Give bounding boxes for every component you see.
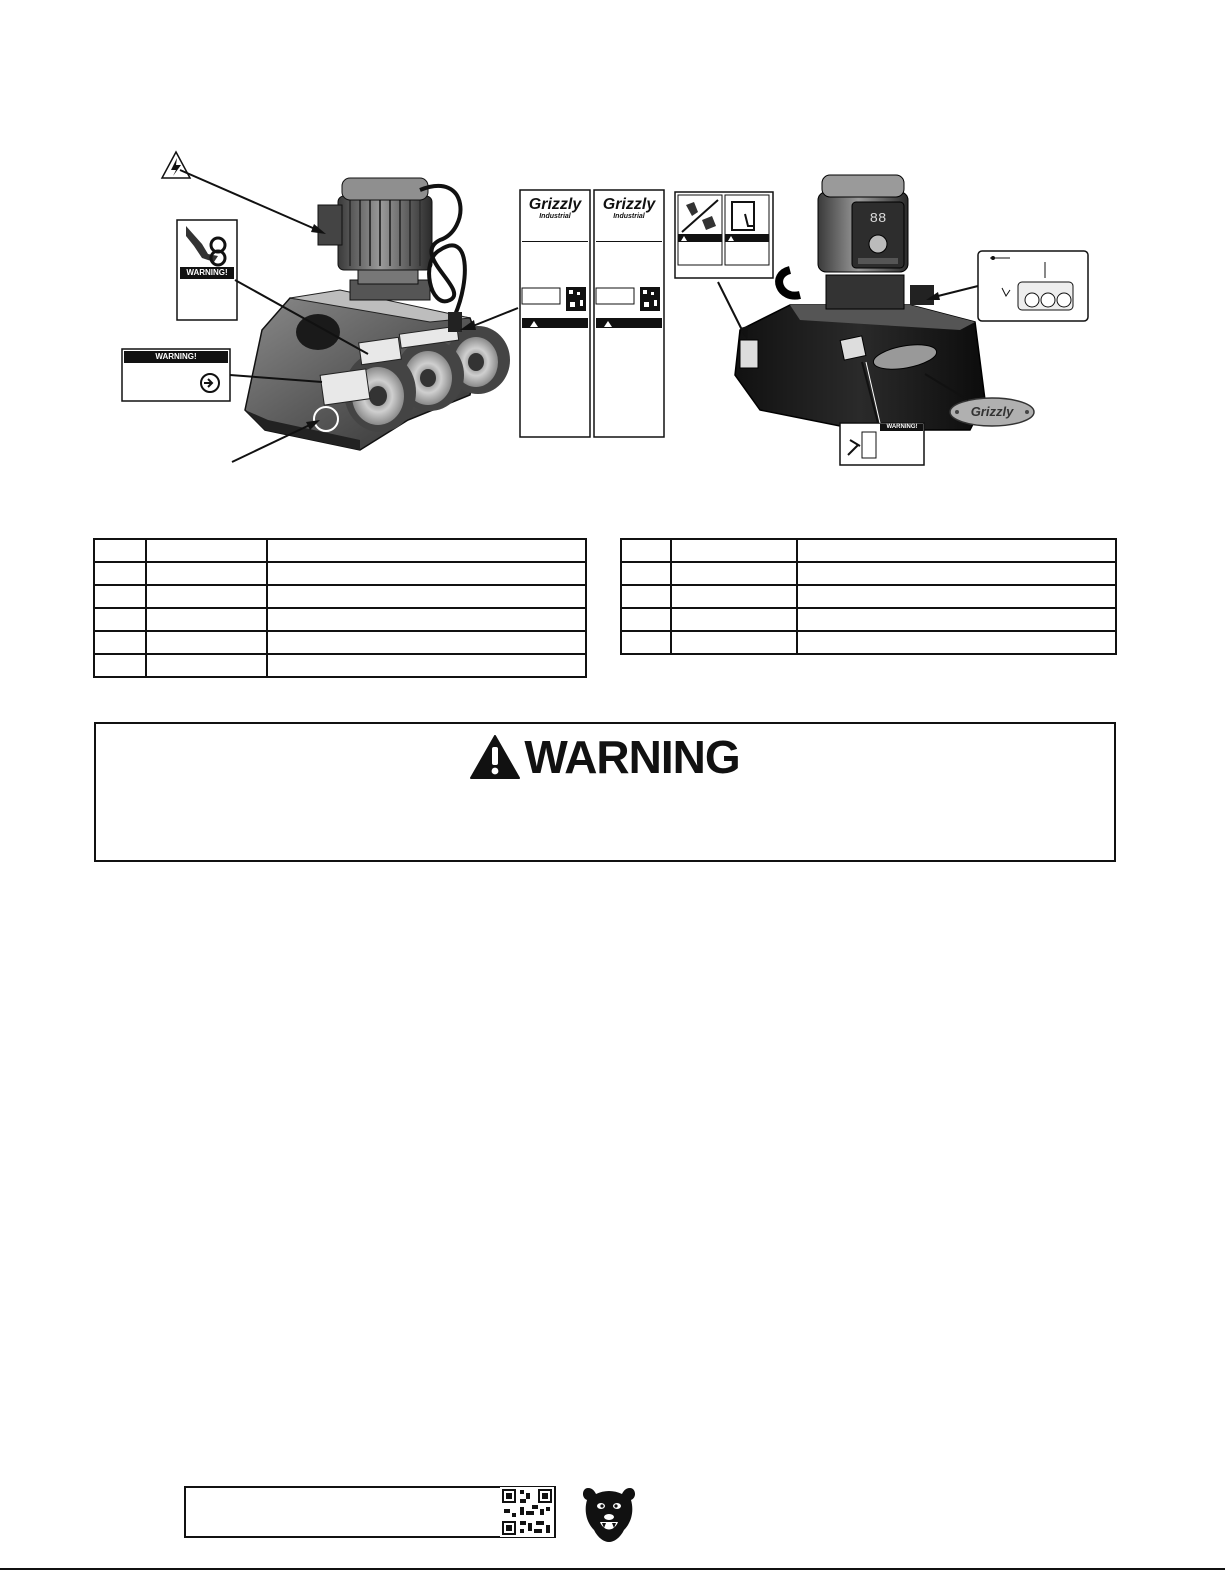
table-cell [94, 608, 146, 631]
electrical-hazard-icon [162, 152, 190, 178]
disconnect-warning-label: WARNING! [155, 352, 197, 361]
table-cell [94, 562, 146, 585]
table-cell [146, 562, 267, 585]
warning-title: WARNING [524, 731, 740, 783]
warning-heading [96, 731, 1114, 783]
table-cell [267, 562, 586, 585]
table-cell [267, 539, 586, 562]
table-cell [267, 585, 586, 608]
table-cell [621, 631, 671, 654]
table-cell [94, 585, 146, 608]
manual-brand-1: Grizzly [528, 196, 582, 213]
bottom-rule [0, 1568, 1225, 1570]
svg-text:88: 88 [869, 211, 887, 227]
table-cell [797, 539, 1116, 562]
table-cell [797, 608, 1116, 631]
table-cell [94, 539, 146, 562]
left-feeder-photo [245, 178, 510, 450]
decal-reference-table-left [93, 538, 587, 678]
entanglement-warning-label: WARNING! [186, 268, 228, 277]
table-row [621, 585, 1116, 608]
machine-illustration [0, 0, 1225, 500]
grizzly-bear-logo [580, 1482, 638, 1544]
manual-brand-sub-1: Industrial [539, 213, 571, 220]
table-row [94, 539, 586, 562]
table-row [621, 608, 1116, 631]
table-cell [94, 654, 146, 677]
table-cell [621, 539, 671, 562]
table-row [94, 562, 586, 585]
table-cell [797, 631, 1116, 654]
table-row [621, 631, 1116, 654]
table-cell [671, 539, 797, 562]
table-cell [621, 562, 671, 585]
manual-brand-2: Grizzly [602, 196, 656, 213]
table-cell [797, 585, 1116, 608]
table-cell [146, 631, 267, 654]
safety-decal-pair [675, 192, 773, 278]
manual-brand-sub-2: Industrial [613, 213, 645, 220]
plug-warning-label: WARNING! [886, 424, 918, 430]
table-cell [94, 631, 146, 654]
table-cell [146, 654, 267, 677]
table-row [94, 608, 586, 631]
table-cell [621, 585, 671, 608]
table-cell [671, 585, 797, 608]
table-cell [146, 608, 267, 631]
table-row [94, 631, 586, 654]
table-row [621, 539, 1116, 562]
warning-triangle-icon [470, 735, 520, 779]
table-cell [797, 562, 1116, 585]
nameplate-brand: Grizzly [970, 404, 1014, 419]
table-cell [146, 585, 267, 608]
qr-code [500, 1487, 554, 1537]
table-row [94, 585, 586, 608]
warning-box [94, 722, 1116, 862]
manual-decal-card-1 [520, 190, 590, 437]
table-cell [267, 631, 586, 654]
table-row [621, 562, 1116, 585]
table-cell [671, 562, 797, 585]
decal-reference-table-right [620, 538, 1117, 655]
table-cell [146, 539, 267, 562]
table-cell [267, 608, 586, 631]
table-row [94, 654, 586, 677]
table-cell [671, 631, 797, 654]
table-cell [671, 608, 797, 631]
feed-direction-decal [978, 251, 1088, 321]
manual-decal-card-2 [594, 190, 664, 437]
table-cell [621, 608, 671, 631]
table-cell [267, 654, 586, 677]
